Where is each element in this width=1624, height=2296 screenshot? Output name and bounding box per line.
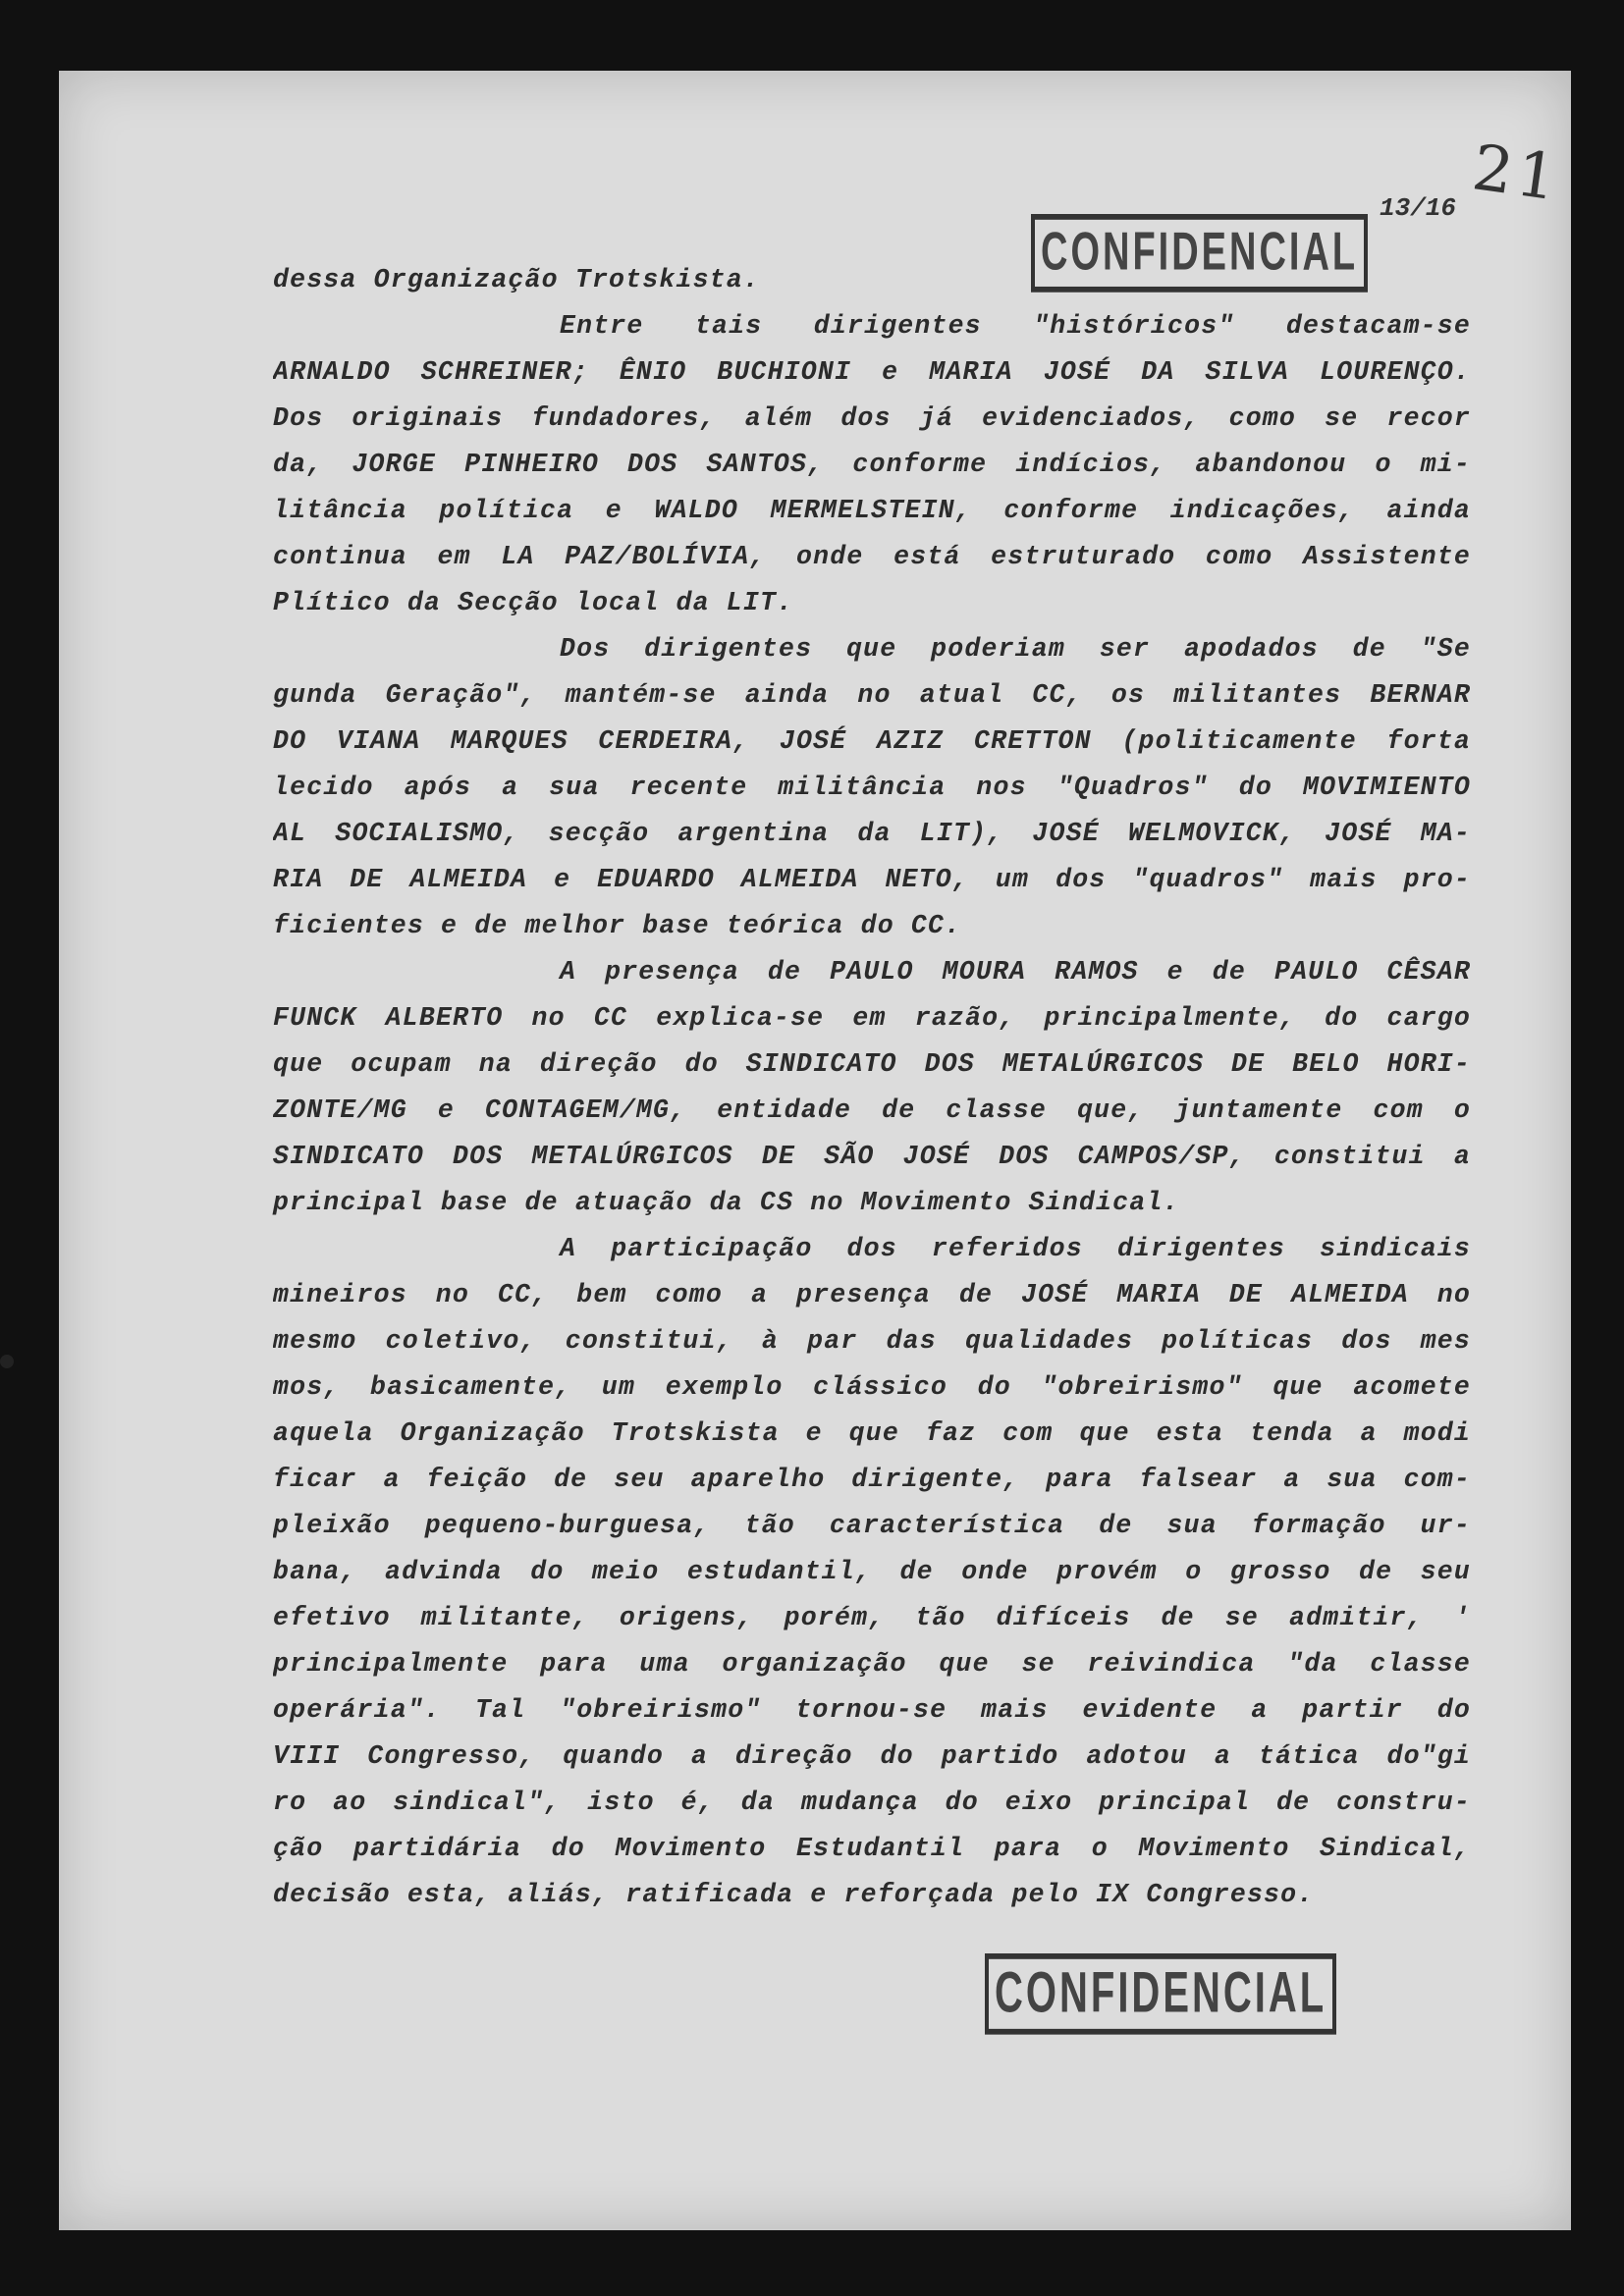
text-line: AL SOCIALISMO, secção argentina da LIT), JOSÉ WELMOVICK, JOSÉ MA-: [273, 819, 1471, 848]
text-line: Entre tais dirigentes "históricos" destacam-se: [560, 311, 1471, 341]
document-body: [273, 257, 1471, 1918]
text-line: A presença de PAULO MOURA RAMOS e de PAULO CÊSAR: [560, 957, 1471, 987]
text-line: ARNALDO SCHREINER; ÊNIO BUCHIONI e MARIA JOSÉ DA SILVA LOURENÇO.: [273, 357, 1471, 387]
text-line: ção partidária do Movimento Estudantil para o Movimento Sindical,: [273, 1834, 1471, 1863]
text-line: ro ao sindical", isto é, da mudança do eixo principal de constru-: [273, 1788, 1471, 1817]
text-line: efetivo militante, origens, porém, tão difíceis de se admitir, ': [273, 1603, 1471, 1632]
text-line: Dos originais fundadores, além dos já evidenciados, como se recor: [273, 403, 1471, 433]
text-line: que ocupam na direção do SINDICATO DOS METALÚRGICOS DE BELO HORI-: [273, 1049, 1471, 1079]
text-line: pleixão pequeno-burguesa, tão característica de sua formação ur-: [273, 1511, 1471, 1540]
text-line: principalmente para uma organização que se reivindica "da classe: [273, 1649, 1471, 1679]
text-line: bana, advinda do meio estudantil, de onde provém o grosso de seu: [273, 1557, 1471, 1586]
text-line: gunda Geração", mantém-se ainda no atual CC, os militantes BERNAR: [273, 680, 1471, 710]
handwritten-page-mark: 21: [1468, 132, 1566, 216]
text-line: lecido após a sua recente militância nos "Quadros" do MOVIMIENTO: [273, 773, 1471, 802]
text-line: aquela Organização Trotskista e que faz com que esta tenda a modi: [273, 1418, 1471, 1448]
hole-punch-mark: [0, 1355, 14, 1368]
text-line: ficientes e de melhor base teórica do CC.: [273, 911, 962, 940]
text-line: Plítico da Secção local da LIT.: [273, 588, 794, 617]
text-line: VIII Congresso, quando a direção do partido adotou a tática do"gi: [273, 1741, 1471, 1771]
text-line: mineiros no CC, bem como a presença de JOSÉ MARIA DE ALMEIDA no: [273, 1280, 1471, 1309]
text-line: ficar a feição de seu aparelho dirigente, para falsear a sua com-: [273, 1465, 1471, 1494]
text-line: SINDICATO DOS METALÚRGICOS DE SÃO JOSÉ DOS CAMPOS/SP, constitui a: [273, 1142, 1471, 1171]
text-line: litância política e WALDO MERMELSTEIN, conforme indicações, ainda: [273, 496, 1471, 525]
text-line: decisão esta, aliás, ratificada e reforçada pelo IX Congresso.: [273, 1880, 1315, 1909]
text-line: operária". Tal "obreirismo" tornou-se mais evidente a partir do: [273, 1695, 1471, 1725]
text-line: mesmo coletivo, constitui, à par das qualidades políticas dos mes: [273, 1326, 1471, 1356]
confidential-stamp-bottom: CONFIDENCIAL: [985, 1953, 1336, 2035]
text-line: RIA DE ALMEIDA e EDUARDO ALMEIDA NETO, um dos "quadros" mais pro-: [273, 865, 1471, 894]
text-line: FUNCK ALBERTO no CC explica-se em razão, principalmente, do cargo: [273, 1003, 1471, 1033]
text-line: mos, basicamente, um exemplo clássico do "obreirismo" que acomete: [273, 1372, 1471, 1402]
text-line: principal base de atuação da CS no Movimento Sindical.: [273, 1188, 1180, 1217]
text-line: da, JORGE PINHEIRO DOS SANTOS, conforme indícios, abandonou o mi-: [273, 450, 1471, 479]
text-line: Dos dirigentes que poderiam ser apodados de "Se: [560, 634, 1471, 664]
text-line: ZONTE/MG e CONTAGEM/MG, entidade de classe que, juntamente com o: [273, 1095, 1471, 1125]
text-line: dessa Organização Trotskista.: [273, 265, 760, 294]
text-line: continua em LA PAZ/BOLÍVIA, onde está estruturado como Assistente: [273, 542, 1471, 571]
confidential-stamp-top: CONFIDENCIAL: [1031, 214, 1368, 293]
page-number: 13/16: [1380, 193, 1457, 223]
text-line: A participação dos referidos dirigentes sindicais: [560, 1234, 1471, 1263]
text-line: DO VIANA MARQUES CERDEIRA, JOSÉ AZIZ CRETTON (politicamente forta: [273, 726, 1471, 756]
